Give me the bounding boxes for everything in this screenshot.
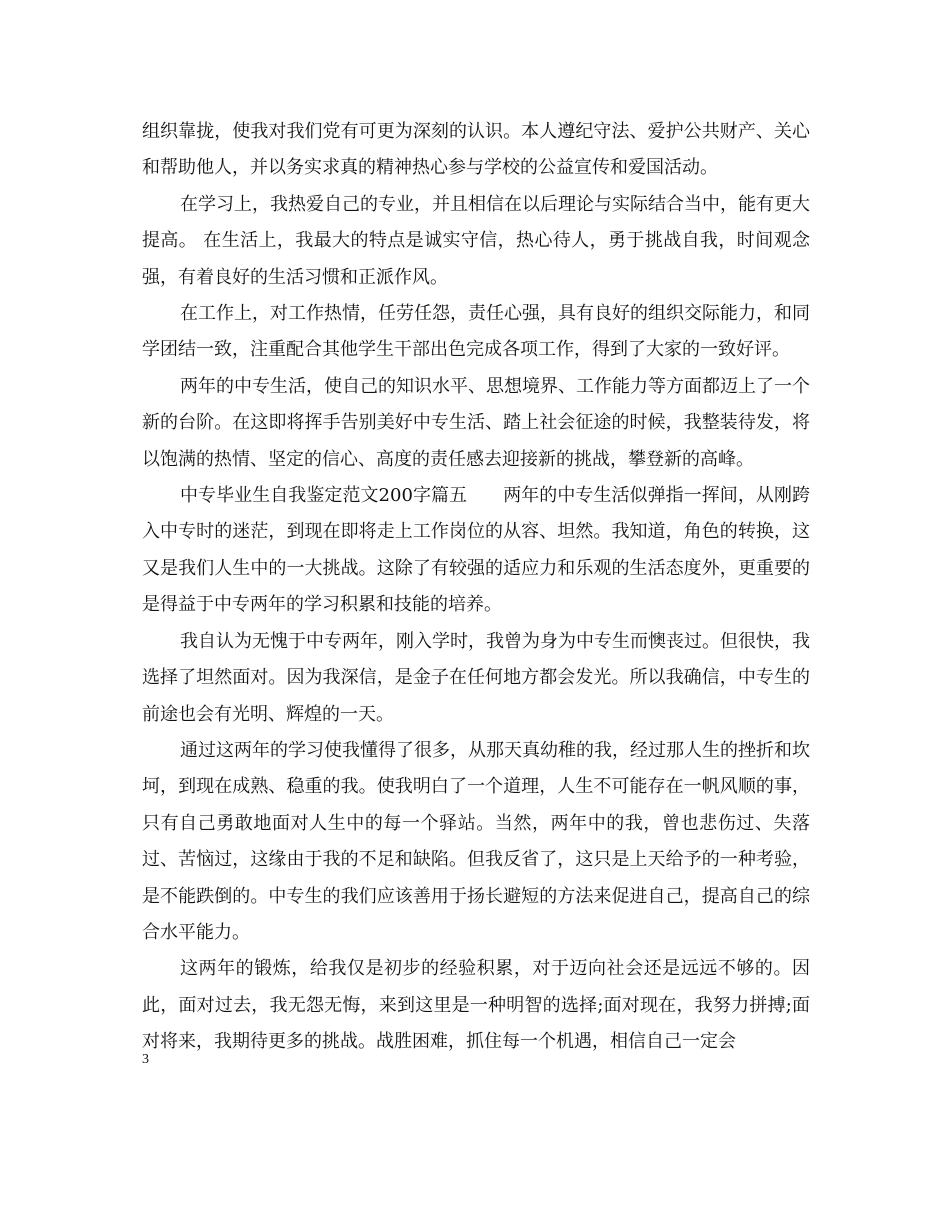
paragraph-5: 中专毕业生自我鉴定范文200字篇五 两年的中专生活似弹指一挥间，从刚跨入中专时的迷茫，到现在即将走上工作岗位的从容、坦然。我知道，角色的转换，这又是我们人生中的一大挑战。这除了有较强的适应力和乐观的生活态度外，更重要的是得益于中专两年的学习积累和技能的培养。 — [142, 485, 810, 616]
page-number: 3 — [142, 1052, 149, 1067]
paragraph-8: 这两年的锻炼，给我仅是初步的经验积累，对于迈向社会还是远远不够的。因此，面对过去，我无怨无悔，来到这里是一种明智的选择;面对现在，我努力拼搏;面对将来，我期待更多的挑战。战胜困难，抓住每一个机遇，相信自己一定会 — [142, 958, 810, 1053]
body-text — [142, 114, 810, 1061]
paragraph-6: 我自认为无愧于中专两年，刚入学时，我曾为身为中专生而懊丧过。但很快，我选择了坦然面对。因为我深信，是金子在任何地方都会发光。所以我确信，中专生的前途也会有光明、辉煌的一天。 — [142, 630, 810, 725]
paragraph-2: 在学习上，我热爱自己的专业，并且相信在以后理论与实际结合当中，能有更大提高。 在生活上，我最大的特点是诚实守信，热心待人，勇于挑战自我，时间观念强，有着良好的生活习惯和正派作风。 — [142, 193, 810, 288]
paragraph-7: 通过这两年的学习使我懂得了很多，从那天真幼稚的我，经过那人生的挫折和坎坷，到现在成熟、稳重的我。使我明白了一个道理，人生不可能存在一帆风顺的事，只有自己勇敢地面对人生中的每一个驿站。当然，两年中的我，曾也悲伤过、失落过、苦恼过，这缘由于我的不足和缺陷。但我反省了，这只是上天给予的一种考验，是不能跌倒的。中专生的我们应该善用于扬长避短的方法来促进自己，提高自己的综合水平能力。 — [142, 739, 810, 943]
paragraph-1: 组织靠拢，使我对我们党有可更为深刻的认识。本人遵纪守法、爱护公共财产、关心和帮助他人，并以务实求真的精神热心参与学校的公益宣传和爱国活动。 — [142, 121, 810, 179]
paragraph-4: 两年的中专生活，使自己的知识水平、思想境界、工作能力等方面都迈上了一个新的台阶。在这即将挥手告别美好中专生活、踏上社会征途的时候，我整装待发，将以饱满的热情、坚定的信心、高度的责任感去迎接新的挑战，攀登新的高峰。 — [142, 375, 810, 470]
paragraph-3: 在工作上，对工作热情，任劳任怨，责任心强，具有良好的组织交际能力，和同学团结一致，注重配合其他学生干部出色完成各项工作，得到了大家的一致好评。 — [142, 303, 810, 361]
